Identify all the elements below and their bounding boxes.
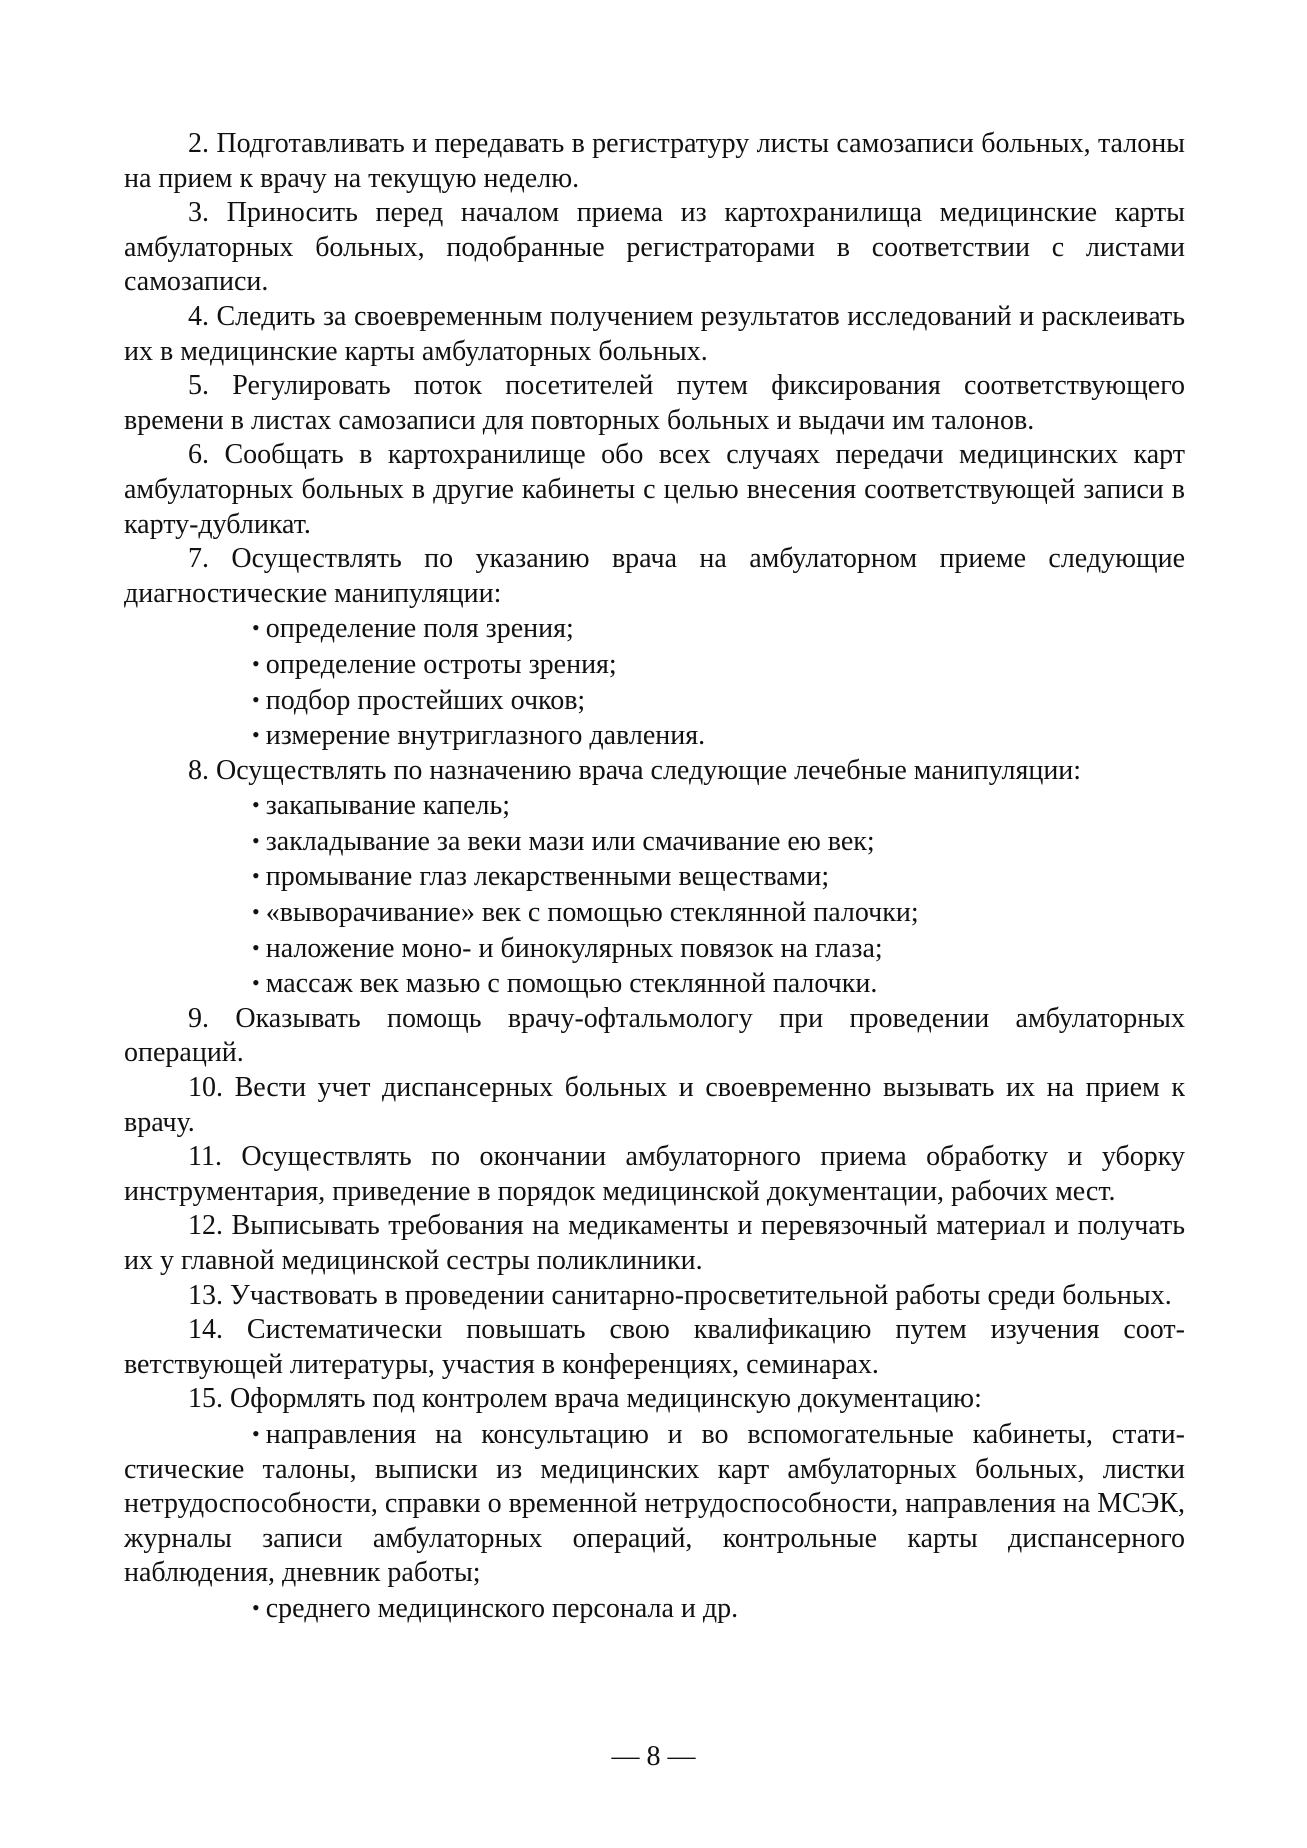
bullet-text: наложение моно- и бинокулярных повязок на глаза; bbox=[265, 932, 883, 964]
bullet-text: «выворачивание» век с помощью стеклянной палочки; bbox=[265, 897, 919, 929]
bullet-item bbox=[124, 895, 1185, 931]
bullet-item bbox=[124, 718, 1185, 754]
bullet-item bbox=[124, 1591, 1185, 1627]
bullet-text: закапывание капель; bbox=[265, 790, 511, 822]
bullet-item bbox=[124, 1417, 1185, 1591]
numbered-paragraph: 2. Подготавливать и передавать в регистратуру листы самозаписи больных, талоны на прием к врачу на текущую неделю. bbox=[124, 128, 1185, 194]
bullet-item bbox=[124, 824, 1185, 860]
bullet-marker: • bbox=[252, 615, 260, 641]
numbered-paragraph: 3. Приносить перед началом приема из картохранилища медицинские карты амбулаторных больных, подобранные регистраторами в соответствии с листами самозаписи. bbox=[124, 197, 1185, 298]
bullet-text: массаж век мазью с помощью стеклянной палочки. bbox=[265, 968, 878, 1000]
bullet-item bbox=[124, 788, 1185, 824]
numbered-paragraph: 11. Осуществлять по окончании амбулаторного приема обработку и уборку инструментария, приведение в порядок медицинской документации, рабочих мест. bbox=[124, 1141, 1185, 1207]
bullet-item bbox=[124, 859, 1185, 895]
bullet-marker: • bbox=[252, 792, 260, 818]
bullet-item bbox=[124, 683, 1185, 719]
body-text bbox=[124, 127, 1185, 1627]
bullet-marker: • bbox=[252, 899, 260, 925]
numbered-paragraph: 15. Оформлять под контролем врача медицинскую документацию: bbox=[188, 1383, 982, 1415]
numbered-paragraph: 9. Оказывать помощь врачу-офтальмологу при проведении амбулаторных операций. bbox=[124, 1002, 1185, 1069]
bullet-text: определение остроты зрения; bbox=[265, 648, 617, 680]
numbered-paragraph: 10. Вести учет диспансерных больных и своевременно вызывать их на прием к врачу. bbox=[124, 1072, 1185, 1138]
bullet-text: определение поля зрения; bbox=[265, 613, 574, 645]
numbered-paragraph: 7. Осуществлять по указанию врача на амбулаторном приеме следующие диагностические манипуляции: bbox=[124, 543, 1185, 609]
bullet-item bbox=[124, 931, 1185, 967]
bullet-text: измерение внутриглазного давления. bbox=[265, 720, 706, 752]
bullet-text: направления на консультацию и во вспомогательные кабинеты, статистические талоны, выписки из медицинских карт амбулаторных больных, листки нетрудоспособности, справки о временной нетрудоспособности, направления на МСЭК, журналы записи амбулаторных операций, контрольные карты диспансерного наблюдения, дневник работы; bbox=[124, 1418, 1185, 1589]
numbered-paragraph: 12. Выписывать требования на медикаменты и перевязочный материал и получать их у главной медицинской сестры поликлиники. bbox=[124, 1210, 1185, 1276]
bullet-item bbox=[124, 611, 1185, 647]
bullet-marker: • bbox=[252, 650, 260, 676]
numbered-paragraph: 5. Регулировать поток посетителей путем фиксирования соответствующего времени в листах самозаписи для повторных больных и выдачи им талонов. bbox=[124, 370, 1185, 436]
numbered-paragraph: 6. Сообщать в картохранилище обо всех случаях передачи медицинских карт амбулаторных больных в другие кабинеты с целью внесения соответствующей записи в карту-дубликат. bbox=[124, 439, 1185, 540]
bullet-marker: • bbox=[252, 1420, 260, 1446]
bullet-item bbox=[124, 647, 1185, 683]
bullet-marker: • bbox=[252, 722, 260, 748]
numbered-paragraph: 4. Следить за своевременным получением результатов исследований и расклеивать их в медицинские карты амбулаторных больных. bbox=[124, 300, 1185, 367]
bullet-marker: • bbox=[252, 1594, 260, 1620]
bullet-text: среднего медицинского персонала и др. bbox=[265, 1592, 739, 1624]
bullet-marker: • bbox=[252, 970, 260, 996]
bullet-marker: • bbox=[252, 827, 260, 853]
bullet-marker: • bbox=[252, 863, 260, 889]
bullet-marker: • bbox=[252, 686, 260, 712]
page-number: — 8 — bbox=[611, 1741, 696, 1772]
numbered-paragraph: 14. Систематически повышать свою квалификацию путем изучения соответствующей литературы, участия в конференциях, семинарах. bbox=[124, 1314, 1185, 1380]
bullet-text: закладывание за веки мази или смачивание ею век; bbox=[265, 825, 875, 857]
numbered-paragraph: 8. Осуществлять по назначению врача следующие лечебные манипуляции: bbox=[188, 754, 1082, 786]
bullet-text: промывание глаз лекарственными веществами; bbox=[265, 861, 830, 893]
bullet-item bbox=[124, 966, 1185, 1002]
numbered-paragraph: 13. Участвовать в проведении санитарно-просветительной работы среди больных. bbox=[188, 1279, 1172, 1311]
bullet-text: подбор простейших очков; bbox=[265, 684, 586, 716]
bullet-marker: • bbox=[252, 934, 260, 960]
